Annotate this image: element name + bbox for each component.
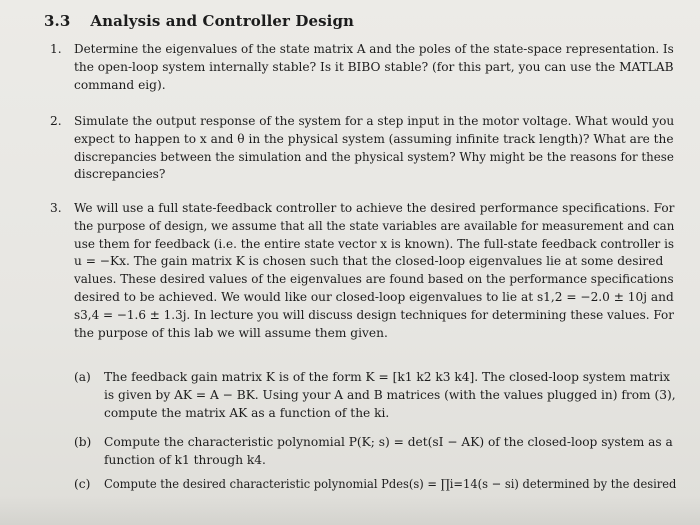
question-1 [50,41,674,94]
question-3c [74,476,677,494]
question-2-line-4: discrepancies? [74,167,166,182]
question-3b-line-1: Compute the characteristic polynomial P(K; s) = det(sI − AK) of the closed-loop system as a [104,435,673,449]
question-3b-line-2: function of k1 through k4. [104,452,266,467]
question-3a-marker: (a) [74,370,91,384]
question-3-line-7: s3,4 = −1.6 ± 1.3j. In lecture you will discuss design techniques for determining these values. For [74,307,674,322]
question-3b-marker: (b) [74,435,92,449]
question-1-marker: 1. [50,42,62,56]
question-1-line-1: Determine the eigenvalues of the state matrix A and the poles of the state-space representation. Is [74,42,674,56]
question-3c-marker: (c) [74,477,91,491]
question-2-line-3: discrepancies between the simulation and the physical system? Why might be the reasons for these [74,149,674,164]
question-3-line-3: use them for feedback (i.e. the entire state vector x is known). The full-state feedback controller is [74,236,675,251]
question-2-line-1: Simulate the output response of the system for a step input in the motor voltage. What would you [74,114,675,128]
question-3-line-1: We will use a full state-feedback controller to achieve the desired performance specifications. For [74,201,675,215]
question-3 [50,200,675,342]
question-2 [50,113,675,184]
section-title: Analysis and Controller Design [90,12,355,30]
question-1-line-3: command eig). [74,77,166,92]
question-3a-line-1: The feedback gain matrix K is of the form K = [k1 k2 k3 k4]. The closed-loop system matrix [104,370,671,384]
question-3-marker: 3. [50,201,62,215]
question-3c-line-1: Compute the desired characteristic polynomial Pdes(s) = ∏i=14(s − si) determined by the desired [104,477,677,491]
question-3a [74,369,676,422]
question-2-line-2: expect to happen to x and θ in the physical system (assuming infinite track length)? What are the [74,131,674,146]
question-3-line-5: values. These desired values of the eigenvalues are found based on the performance specifications [74,272,674,287]
question-3b [74,434,676,470]
section-number: 3.3 [44,12,71,30]
question-3a-line-2: is given by AK = A − BK. Using your A and B matrices (with the values plugged in) from (3), [104,387,676,402]
question-3-line-2: the purpose of design, we assume that all the state variables are available for measurement and can [74,218,675,233]
question-1-line-2: the open-loop system internally stable? Is it BIBO stable? (for this part, you can use the MATLAB [74,59,674,74]
section-heading [44,12,354,30]
question-3a-line-3: compute the matrix AK as a function of the ki. [104,405,390,420]
page-shadow [0,495,700,525]
question-3-line-8: the purpose of this lab we will assume them given. [74,325,388,340]
question-3-line-4: u = −Kx. The gain matrix K is chosen such that the closed-loop eigenvalues lie at some desired [74,254,664,269]
question-3-line-6: desired to be achieved. We would like our closed-loop eigenvalues to lie at s1,2 = −2.0 ± 10j and [74,289,674,304]
question-2-marker: 2. [50,114,62,128]
